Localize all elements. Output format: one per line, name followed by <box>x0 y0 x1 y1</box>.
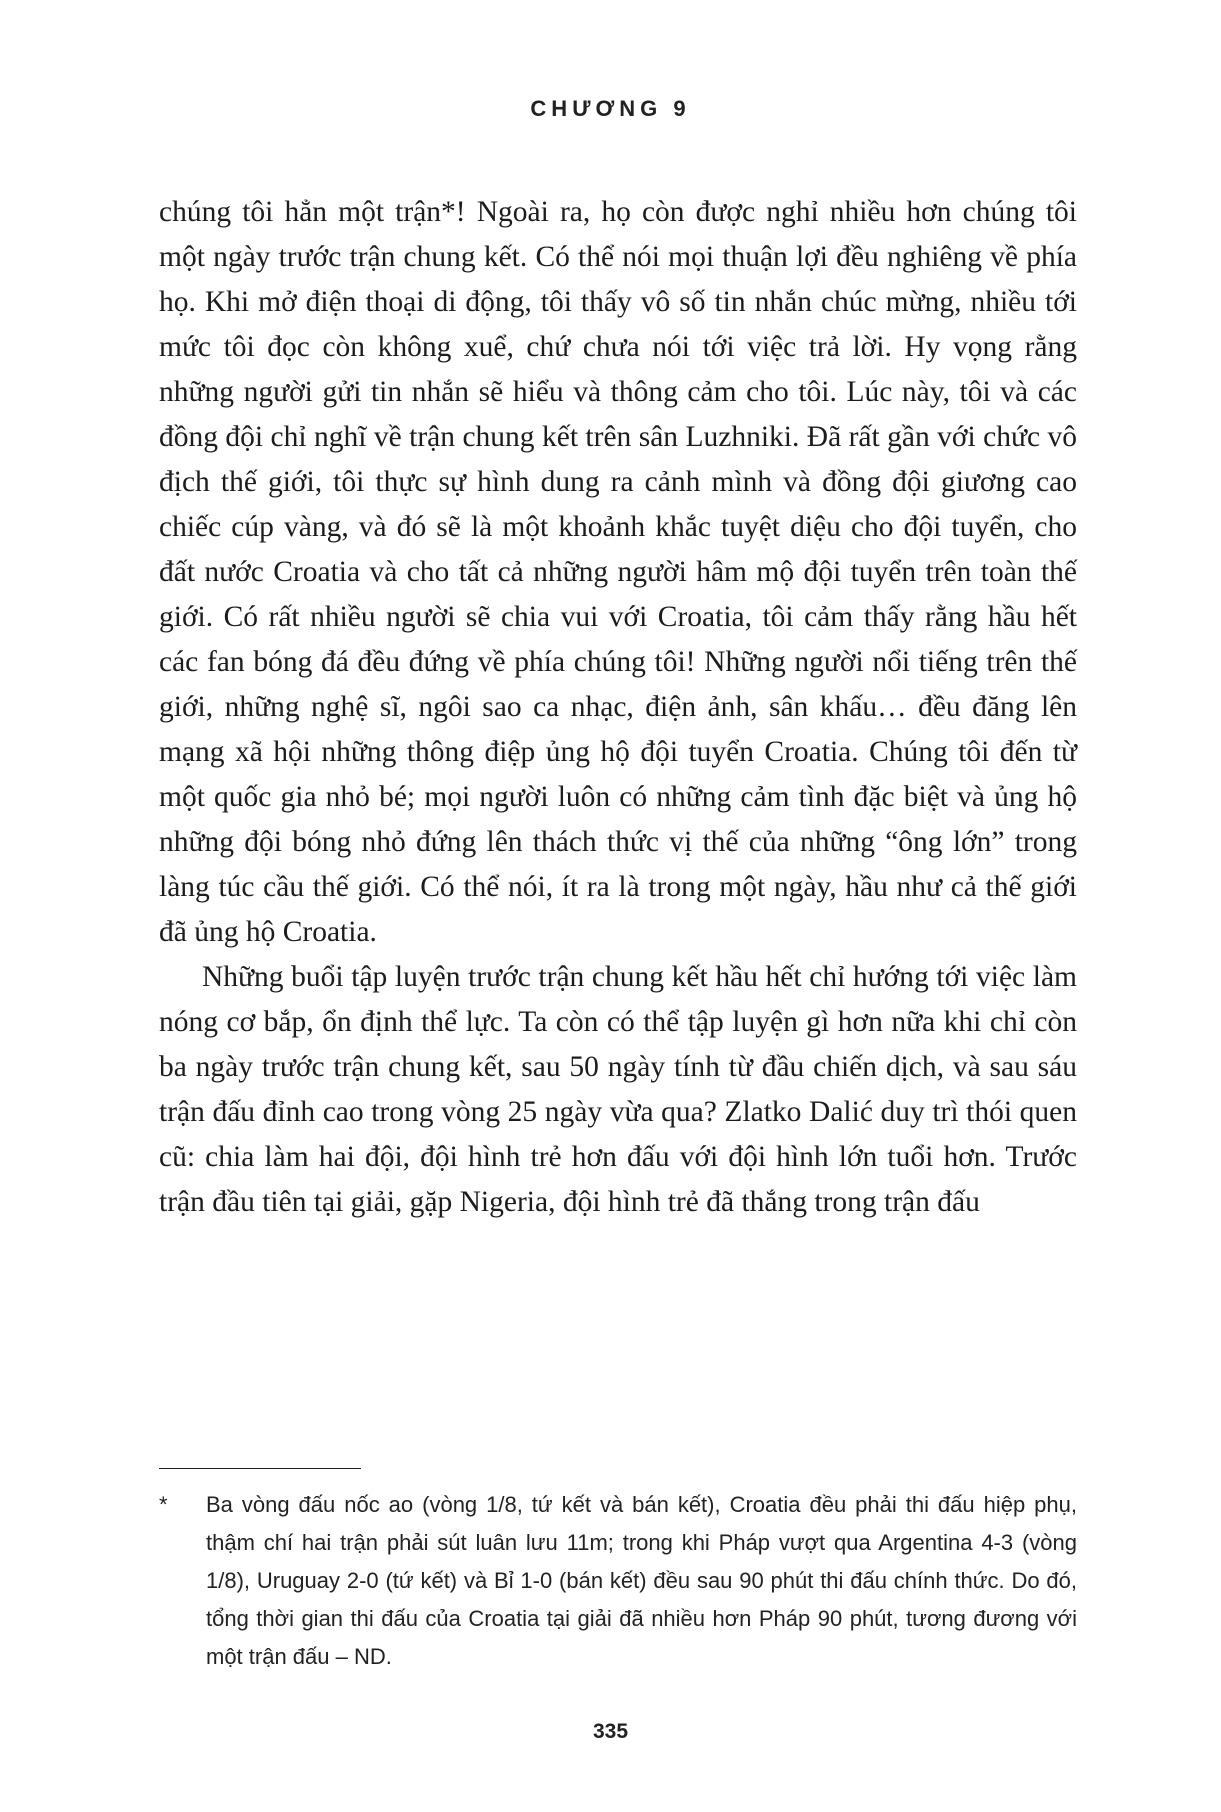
footnote-marker: * <box>159 1492 168 1517</box>
paragraph-1: chúng tôi hẳn một trận*! Ngoài ra, họ còn được nghỉ nhiều hơn chúng tôi một ngày trước trận chung kết. Có thể nói mọi thuận lợi đều nghiêng về phía họ. Khi mở điện thoại di động, tôi thấy vô số tin nhắn chúc mừng, nhiều tới mức tôi đọc còn không xuể, chứ chưa nói tới việc trả lời. Hy vọng rằng những người gửi tin nhắn sẽ hiểu và thông cảm cho tôi. Lúc này, tôi và các đồng đội chỉ nghĩ về trận chung kết trên sân Luzhniki. Đã rất gần với chức vô địch thế giới, tôi thực sự hình dung ra cảnh mình và đồng đội giương cao chiếc cúp vàng, và đó sẽ là một khoảnh khắc tuyệt diệu cho đội tuyển, cho đất nước Croatia và cho tất cả những người hâm mộ đội tuyển trên toàn thế giới. Có rất nhiều người sẽ chia vui với Croatia, tôi cảm thấy rằng hầu hết các fan bóng đá đều đứng về phía chúng tôi! Những người nổi tiếng trên thế giới, những nghệ sĩ, ngôi sao ca nhạc, điện ảnh, sân khấu… đều đăng lên mạng xã hội những thông điệp ủng hộ đội tuyển Croatia. Chúng tôi đến từ một quốc gia nhỏ bé; mọi người luôn có những cảm tình đặc biệt và ủng hộ những đội bóng nhỏ đứng lên thách thức vị thế của những “ông lớn” trong làng túc cầu thế giới. Có thể nói, ít ra là trong một ngày, hầu như cả thế giới đã ủng hộ Croatia. <box>159 196 1077 948</box>
footnote <box>159 1486 1077 1676</box>
footnote-text: Ba vòng đấu nốc ao (vòng 1/8, tứ kết và bán kết), Croatia đều phải thi đấu hiệp phụ, thậm chí hai trận phải sút luân lưu 11m; trong khi Pháp vượt qua Argentina 4-3 (vòng 1/8), Uruguay 2-0 (tứ kết) và Bỉ 1-0 (bán kết) đều sau 90 phút thi đấu chính thức. Do đó, tổng thời gian thi đấu của Croatia tại giải đã nhiều hơn Pháp 90 phút, tương đương với một trận đấu – ND. <box>206 1492 1077 1669</box>
paragraph-2: Những buổi tập luyện trước trận chung kết hầu hết chỉ hướng tới việc làm nóng cơ bắp, ổn định thể lực. Ta còn có thể tập luyện gì hơn nữa khi chỉ còn ba ngày trước trận chung kết, sau 50 ngày tính từ đầu chiến dịch, và sau sáu trận đấu đỉnh cao trong vòng 25 ngày vừa qua? Zlatko Dalić duy trì thói quen cũ: chia làm hai đội, đội hình trẻ hơn đấu với đội hình lớn tuổi hơn. Trước trận đầu tiên tại giải, gặp Nigeria, đội hình trẻ đã thắng trong trận đấu <box>159 961 1077 1218</box>
body-text <box>159 190 1077 1225</box>
chapter-header: CHƯƠNG 9 <box>530 96 691 121</box>
footnote-divider <box>159 1468 361 1469</box>
page-number: 335 <box>592 1720 629 1743</box>
